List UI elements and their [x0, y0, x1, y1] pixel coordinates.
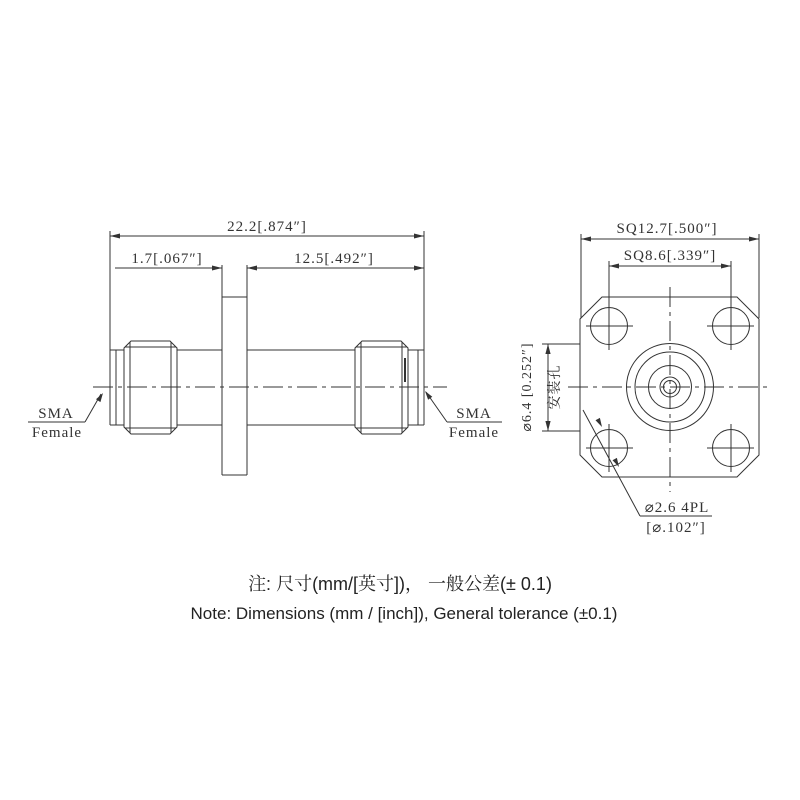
note-en: Note: Dimensions (mm / [inch]), General tolerance (±0.1) — [190, 604, 618, 623]
arrowhead-left — [110, 234, 120, 239]
mounting-hole-label: 安装孔 — [548, 364, 563, 410]
dim-flange-thickness — [115, 251, 222, 271]
mounting-hole-dia-text: ⌀2.6 4PL — [644, 500, 710, 516]
dim-overall-text: 22.2[.874″] — [227, 219, 307, 235]
connector-label-line2: Female — [448, 425, 500, 441]
mounting-hole-callout — [583, 410, 712, 536]
dim-right-length-text: 12.5[.492″] — [294, 251, 374, 267]
flange-plate — [222, 265, 247, 475]
leader-arrowhead — [596, 418, 603, 427]
mounting-hole-dia-inch-text: [⌀.102″] — [646, 520, 706, 536]
dim-overall — [110, 219, 424, 350]
sma-female-label-left — [28, 393, 103, 441]
connector-label-line1: SMA — [38, 406, 74, 422]
connector-circles — [568, 287, 770, 492]
front-view — [520, 221, 770, 536]
sma-female-label-right — [425, 391, 502, 441]
arrowhead-right — [414, 266, 424, 271]
note-zh: 注: 尺寸(mm/[英寸])， 一般公差(± 0.1) — [248, 574, 552, 594]
dim-right-length — [247, 251, 424, 271]
arrowhead-bottom — [545, 421, 550, 431]
arrowhead-right — [721, 264, 731, 269]
leader-arrowhead — [425, 391, 432, 400]
dim-hole-spacing-text: SQ8.6[.339″] — [623, 248, 717, 264]
dim-flange-thickness-text: 1.7[.067″] — [131, 251, 203, 267]
leader-line — [583, 410, 640, 516]
connector-label-line2: Female — [31, 425, 83, 441]
arrowhead-right — [414, 234, 424, 239]
arrowhead-right — [749, 237, 759, 242]
arrowhead-left — [609, 264, 619, 269]
arrowhead-left — [247, 266, 257, 271]
notes — [191, 574, 618, 623]
side-view — [28, 219, 502, 475]
dim-panel-hole-text: ⌀6.4 [0.252″] — [520, 342, 535, 432]
arrowhead-top — [545, 344, 550, 354]
arrowhead — [212, 266, 222, 271]
connector-label-line1: SMA — [456, 406, 492, 422]
dim-flange-square-text: SQ12.7[.500″] — [616, 221, 718, 237]
arrowhead-left — [581, 237, 591, 242]
